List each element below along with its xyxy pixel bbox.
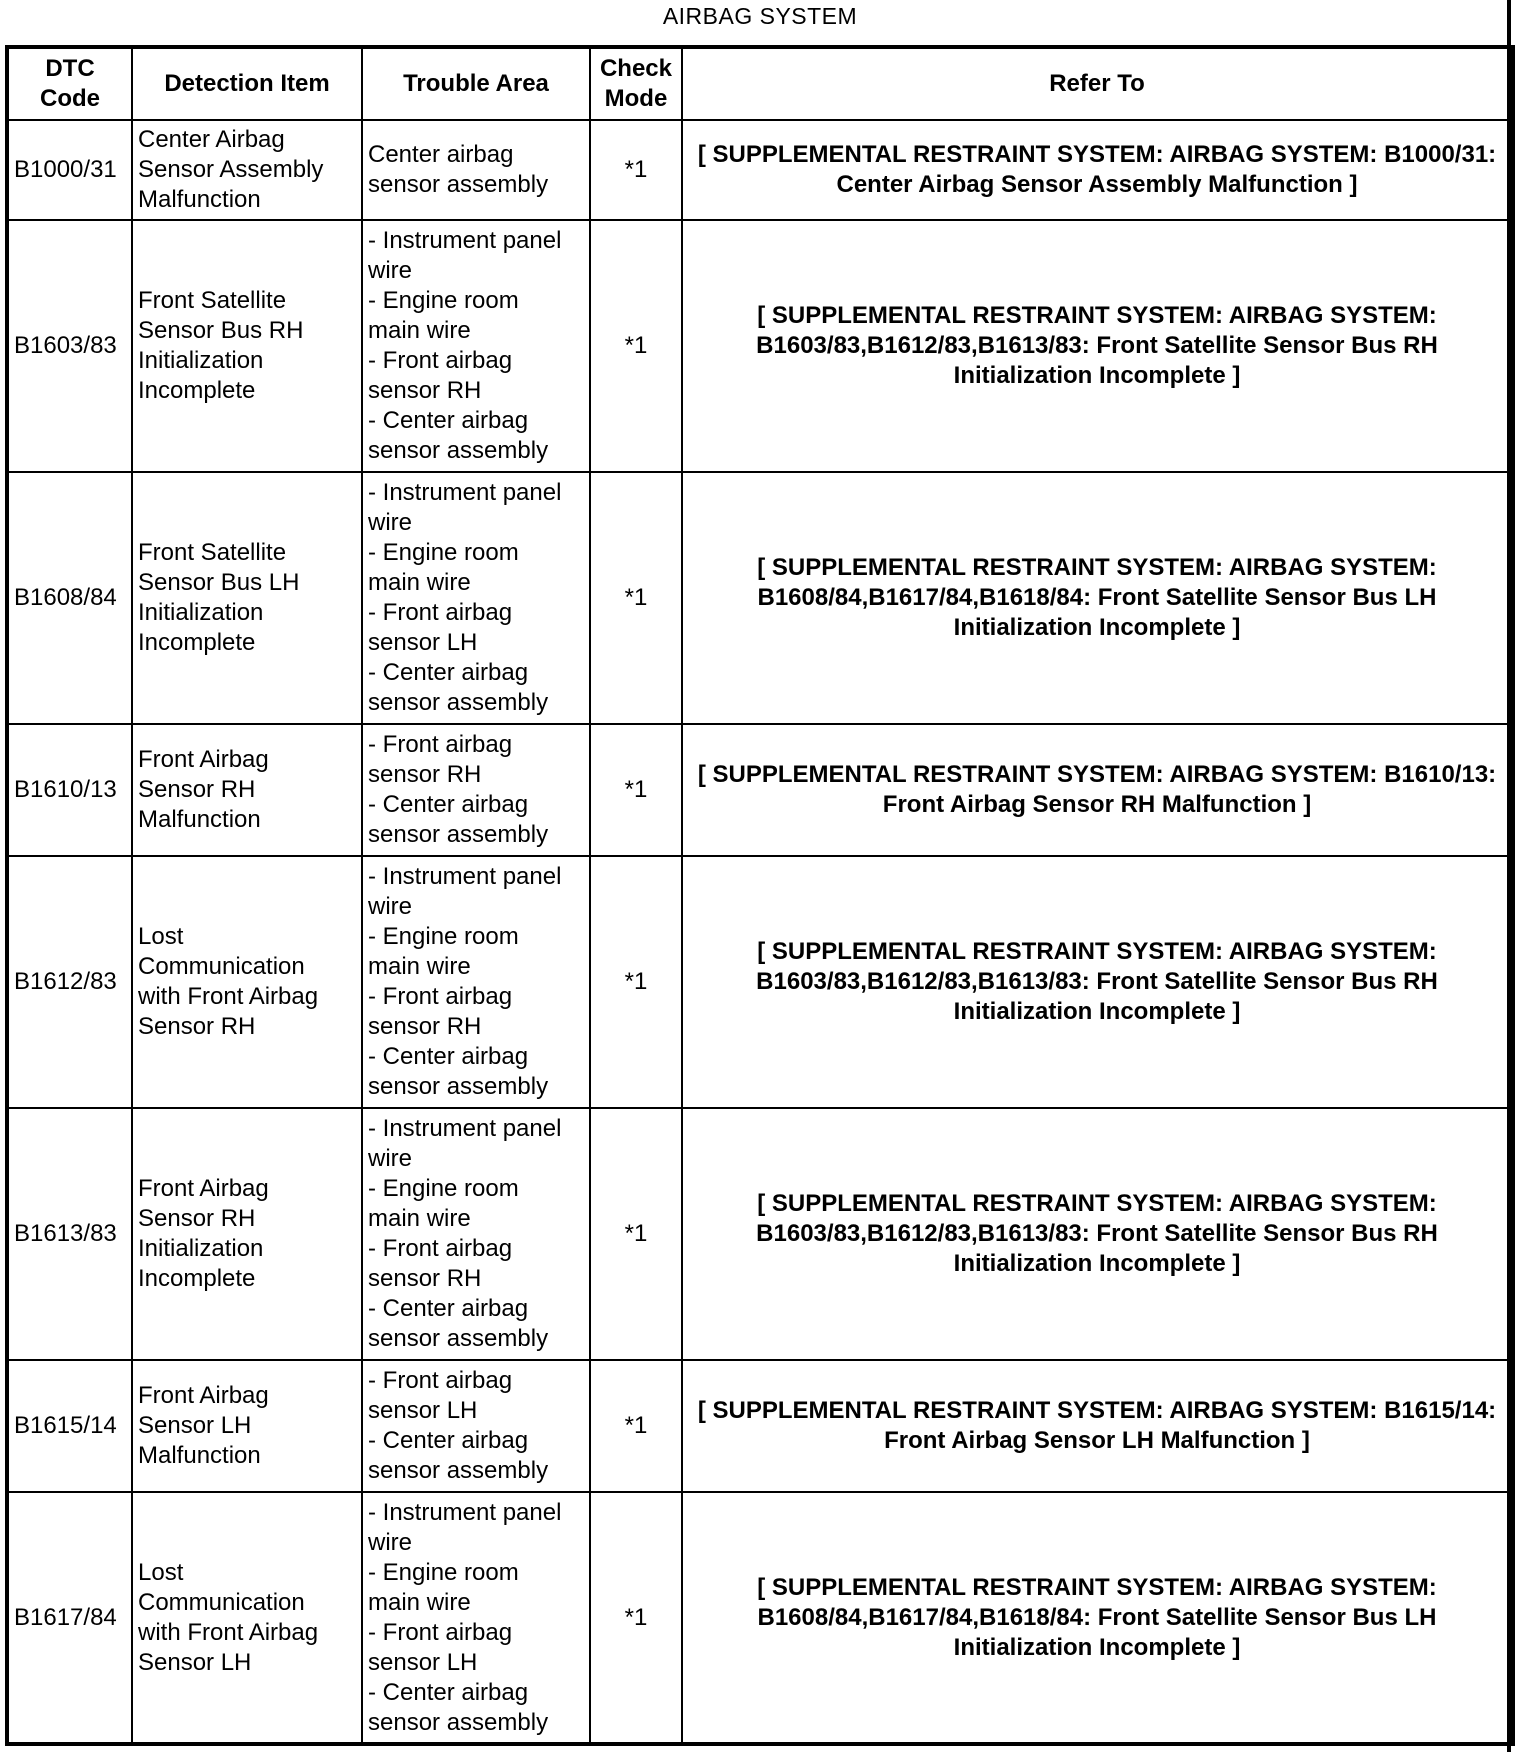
detection-item-cell: Front Airbag Sensor LH Malfunction (132, 1360, 362, 1492)
dtc-code-cell: B1612/83 (7, 856, 132, 1108)
table-row (7, 1108, 1513, 1360)
check-mode-cell: *1 (590, 1492, 682, 1744)
page-title: AIRBAG SYSTEM (662, 3, 858, 29)
check-mode-cell: *1 (590, 724, 682, 856)
trouble-area-cell: - Instrument panel wire - Engine room main wire - Front airbag sensor RH - Center airbag sensor assembly (362, 1108, 590, 1360)
trouble-area-cell: - Instrument panel wire - Engine room main wire - Front airbag sensor LH - Center airbag sensor assembly (362, 472, 590, 724)
header-detection-item: Detection Item (132, 47, 362, 120)
refer-to-link[interactable]: [ SUPPLEMENTAL RESTRAINT SYSTEM: AIRBAG SYSTEM: B1608/84,B1617/84,B1618/84: Front Satellite Sensor Bus LH Initialization Incomplete ] (682, 1492, 1513, 1744)
dtc-code-cell: B1603/83 (7, 220, 132, 472)
trouble-area-cell: - Instrument panel wire - Engine room main wire - Front airbag sensor RH - Center airbag sensor assembly (362, 220, 590, 472)
check-mode-cell: *1 (590, 856, 682, 1108)
check-mode-cell: *1 (590, 1360, 682, 1492)
header-dtc-code: DTC Code (7, 47, 132, 120)
table-row (7, 724, 1513, 856)
refer-to-link[interactable]: [ SUPPLEMENTAL RESTRAINT SYSTEM: AIRBAG SYSTEM: B1000/31: Center Airbag Sensor Assembly Malfunction ] (682, 120, 1513, 220)
table-row (7, 856, 1513, 1108)
refer-to-link[interactable]: [ SUPPLEMENTAL RESTRAINT SYSTEM: AIRBAG SYSTEM: B1608/84,B1617/84,B1618/84: Front Satellite Sensor Bus LH Initialization Incomplete ] (682, 472, 1513, 724)
detection-item-cell: Center Airbag Sensor Assembly Malfunction (132, 120, 362, 220)
trouble-area-cell: - Front airbag sensor RH - Center airbag sensor assembly (362, 724, 590, 856)
check-mode-cell: *1 (590, 220, 682, 472)
trouble-area-cell: - Instrument panel wire - Engine room main wire - Front airbag sensor LH - Center airbag sensor assembly (362, 1492, 590, 1744)
header-refer-to: Refer To (682, 47, 1513, 120)
refer-to-link[interactable]: [ SUPPLEMENTAL RESTRAINT SYSTEM: AIRBAG SYSTEM: B1615/14: Front Airbag Sensor LH Malfunction ] (682, 1360, 1513, 1492)
table-header-row (7, 47, 1513, 120)
detection-item-cell: Front Airbag Sensor RH Initialization Incomplete (132, 1108, 362, 1360)
check-mode-cell: *1 (590, 120, 682, 220)
table-row (7, 220, 1513, 472)
table-row (7, 1492, 1513, 1744)
detection-item-cell: Front Satellite Sensor Bus RH Initialization Incomplete (132, 220, 362, 472)
trouble-area-cell: Center airbag sensor assembly (362, 120, 590, 220)
dtc-code-cell: B1608/84 (7, 472, 132, 724)
refer-to-link[interactable]: [ SUPPLEMENTAL RESTRAINT SYSTEM: AIRBAG SYSTEM: B1603/83,B1612/83,B1613/83: Front Satellite Sensor Bus RH Initialization Incomplete ] (682, 1108, 1513, 1360)
dtc-code-cell: B1610/13 (7, 724, 132, 856)
dtc-code-cell: B1000/31 (7, 120, 132, 220)
refer-to-link[interactable]: [ SUPPLEMENTAL RESTRAINT SYSTEM: AIRBAG SYSTEM: B1603/83,B1612/83,B1613/83: Front Satellite Sensor Bus RH Initialization Incomplete ] (682, 220, 1513, 472)
check-mode-cell: *1 (590, 1108, 682, 1360)
header-trouble-area: Trouble Area (362, 47, 590, 120)
dtc-code-cell: B1613/83 (7, 1108, 132, 1360)
header-check-mode: Check Mode (590, 47, 682, 120)
detection-item-cell: Lost Communication with Front Airbag Sensor LH (132, 1492, 362, 1744)
detection-item-cell: Lost Communication with Front Airbag Sensor RH (132, 856, 362, 1108)
refer-to-link[interactable]: [ SUPPLEMENTAL RESTRAINT SYSTEM: AIRBAG SYSTEM: B1603/83,B1612/83,B1613/83: Front Satellite Sensor Bus RH Initialization Incomplete ] (682, 856, 1513, 1108)
table-row (7, 120, 1513, 220)
dtc-code-cell: B1615/14 (7, 1360, 132, 1492)
detection-item-cell: Front Airbag Sensor RH Malfunction (132, 724, 362, 856)
dtc-table (5, 45, 1515, 1746)
table-row (7, 472, 1513, 724)
dtc-code-cell: B1617/84 (7, 1492, 132, 1744)
trouble-area-cell: - Front airbag sensor LH - Center airbag sensor assembly (362, 1360, 590, 1492)
trouble-area-cell: - Instrument panel wire - Engine room main wire - Front airbag sensor RH - Center airbag sensor assembly (362, 856, 590, 1108)
refer-to-link[interactable]: [ SUPPLEMENTAL RESTRAINT SYSTEM: AIRBAG SYSTEM: B1610/13: Front Airbag Sensor RH Malfunction ] (682, 724, 1513, 856)
check-mode-cell: *1 (590, 472, 682, 724)
table-row (7, 1360, 1513, 1492)
detection-item-cell: Front Satellite Sensor Bus LH Initialization Incomplete (132, 472, 362, 724)
